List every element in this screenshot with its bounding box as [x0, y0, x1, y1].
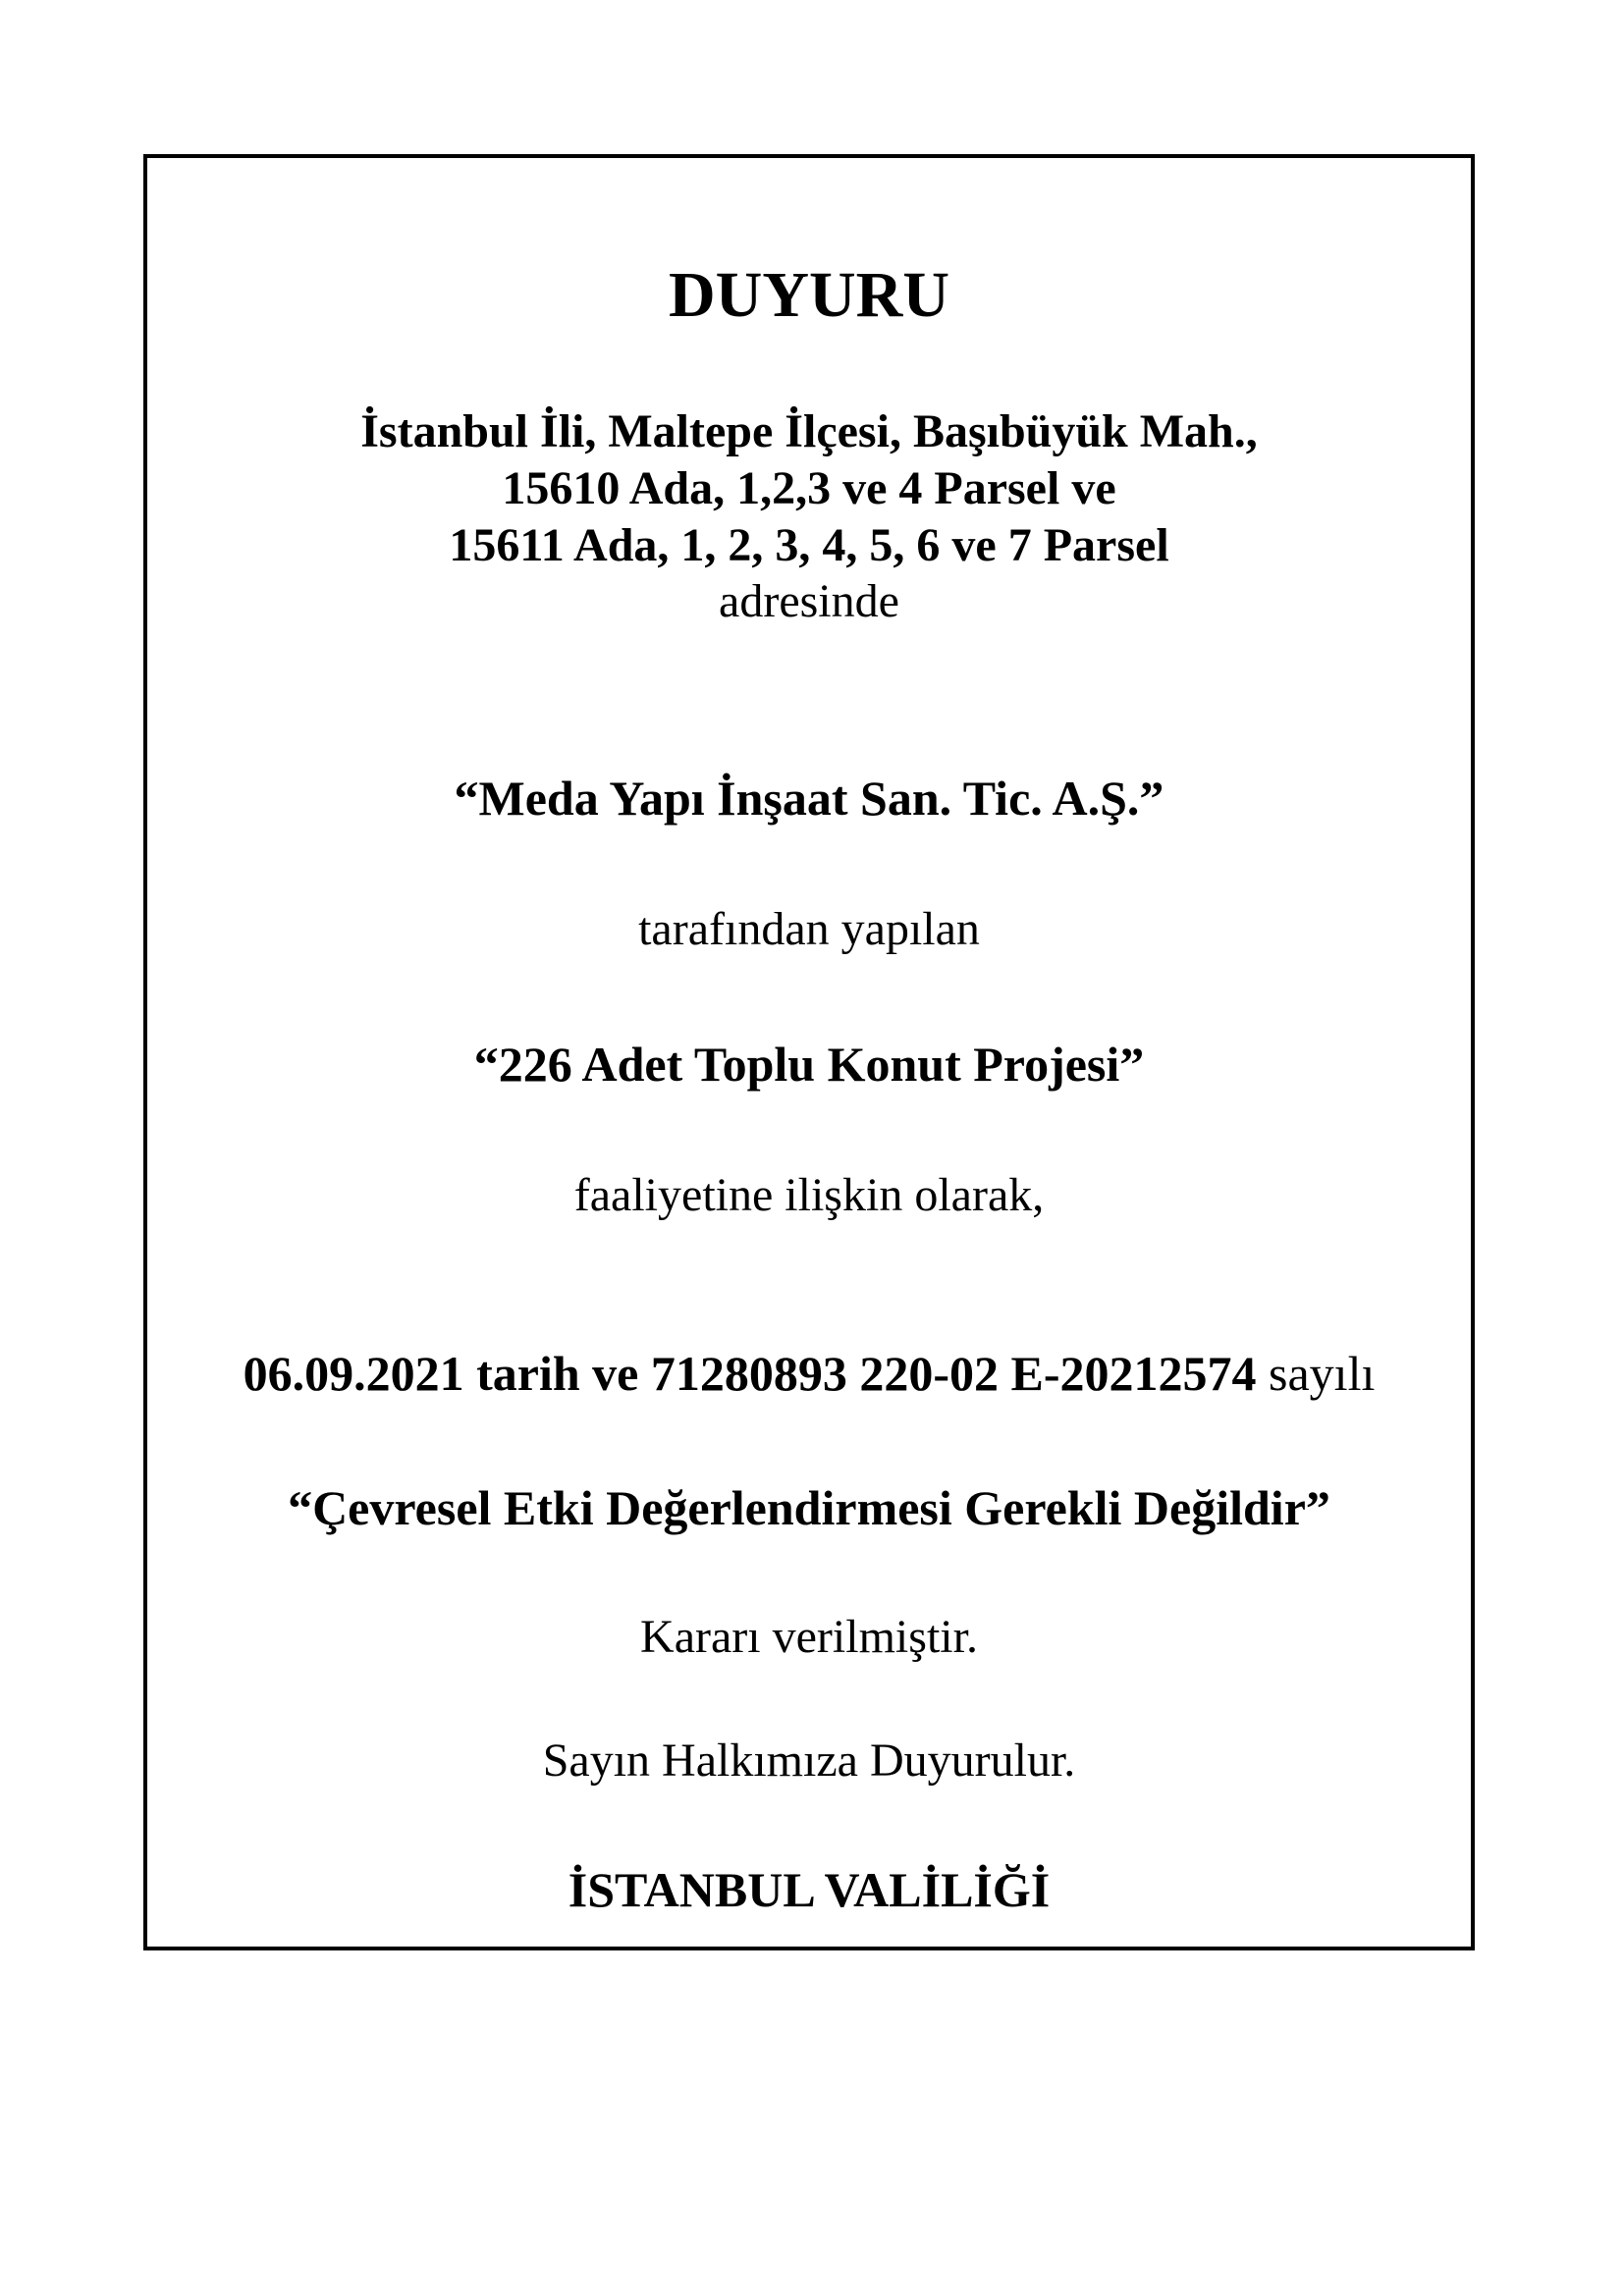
address-line-1: İstanbul İli, Maltepe İlçesi, Başıbüyük Mah.,	[360, 405, 1258, 457]
authority-name: İSTANBUL VALİLİĞİ	[568, 1862, 1051, 1917]
decision-suffix: Kararı verilmiştir.	[640, 1611, 978, 1663]
decision-reference-suffix: sayılı	[1269, 1346, 1376, 1401]
address-suffix: adresinde	[719, 575, 899, 627]
notice-frame	[143, 154, 1475, 1950]
address-line-3: 15611 Ada, 1, 2, 3, 4, 5, 6 ve 7 Parsel	[449, 519, 1169, 571]
decision-text: “Çevresel Etki Değerlendirmesi Gerekli Değildir”	[288, 1480, 1330, 1535]
decision-reference-number: 06.09.2021 tarih ve 71280893 220-02 E-20212574	[243, 1346, 1257, 1401]
company-name: “Meda Yapı İnşaat San. Tic. A.Ş.”	[454, 771, 1164, 826]
project-name: “226 Adet Toplu Konut Projesi”	[473, 1037, 1145, 1092]
decision-reference	[147, 1346, 1471, 1401]
announcement-text: Sayın Halkımıza Duyurulur.	[542, 1735, 1076, 1787]
by-text: tarafından yapılan	[638, 903, 980, 955]
activity-text: faaliyetine ilişkin olarak,	[573, 1169, 1045, 1221]
address-line-2: 15610 Ada, 1,2,3 ve 4 Parsel ve	[502, 462, 1116, 514]
notice-title: DUYURU	[669, 259, 949, 331]
